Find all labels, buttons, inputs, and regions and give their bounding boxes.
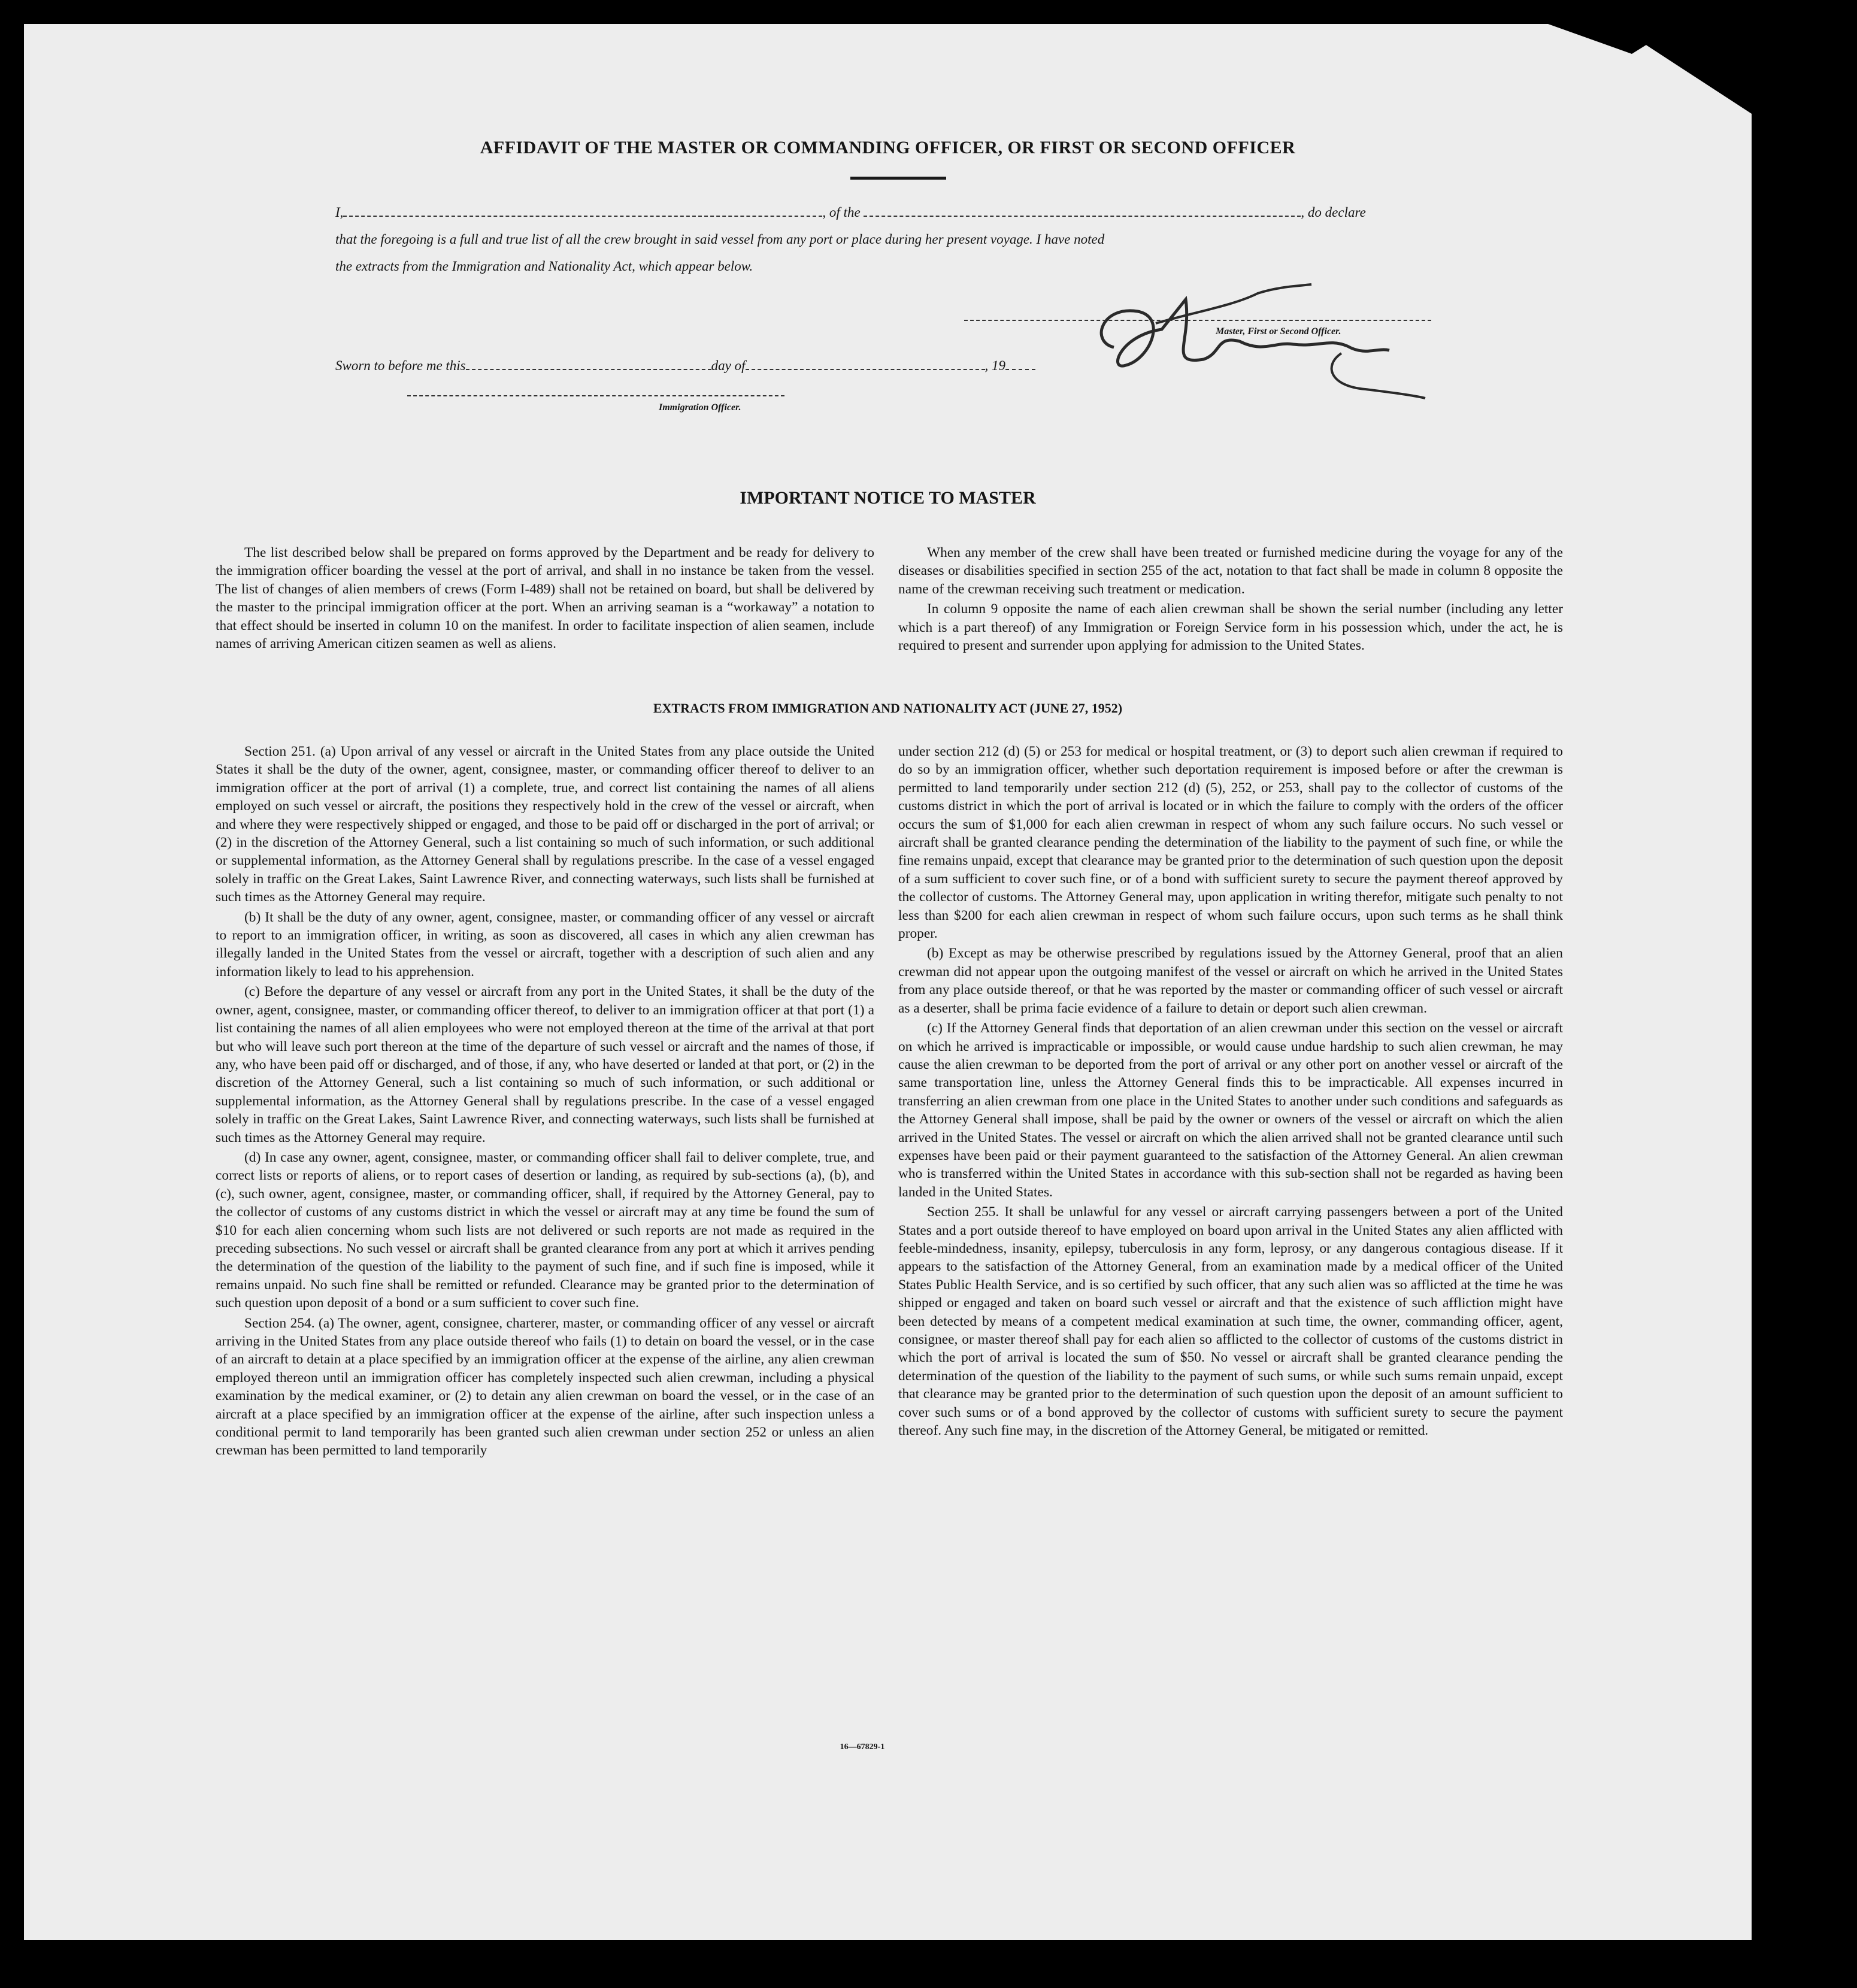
section-254b: (b) Except as may be otherwise prescribed by regulations issued by the Attorney General, proof that an alien crewman did not appear upon the outgoing manifest of the vessel or aircraft on which he arrived in the United States from any place outside thereof, or that he was reported by the master or commanding officer of such vessel or aircraft as a deserter, shall be prima facie evidence of a failure to detain or deport such alien crewman. xyxy=(898,945,1563,1016)
notice-paragraph: When any member of the crew shall have been treated or furnished medicine during the voyage for any of the diseases or disabilities specified in section 255 of the act, notation to that fact shall be made in column 8 opposite the name of the crewman receiving such treatment or medication. xyxy=(898,545,1563,597)
master-signature-line[interactable] xyxy=(964,320,1431,321)
declarant-name-field[interactable] xyxy=(343,206,822,217)
officer-caption: Immigration Officer. xyxy=(659,402,741,413)
section-251c: (c) Before the departure of any vessel or aircraft from any port in the United States, it shall be the duty of the owner, agent, consignee, master, or commanding officer thereof, to deliver to an immigration officer at that port (1) a list containing the names of all alien employees who were not employed thereon at the time of the arrival at that port but who will leave such port thereon at the time of the departure of such vessel or aircraft and the names of those, if any, who have been paid off or discharged, and of those, if any, who have deserted or landed at that port, or (2) in the discretion of the Attorney General, such a list containing so much of such information, or such additional or supplemental information, as the Attorney General shall by regulations prescribe. In the case of a vessel engaged solely in traffic on the Great Lakes, Saint Lawrence River, and connecting waterways, such lists shall be furnished at such times as the Attorney General may require. xyxy=(216,984,874,1145)
extracts-right-column xyxy=(898,743,1563,1441)
section-254c: (c) If the Attorney General finds that deportation of an alien crewman under this section on the vessel or aircraft on which he arrived is impracticable or impossible, or would cause undue hardship to such alien crewman, he may cause the alien crewman to be deported from the port of arrival or any other port on another vessel or aircraft of the same transportation line, unless the Attorney General finds this to be impracticable. All expenses incurred in transferring an alien crewman from one place in the United States to another under such conditions and safeguards as the Attorney General shall impose, shall be paid by the owner or owners of the vessel or aircraft on which the alien arrived in the United States. The vessel or aircraft on which the alien arrived shall not be granted clearance until such expenses have been paid or their payment guaranteed to the satisfaction of the Attorney General. An alien crewman who is transferred within the United States in accordance with this sub-section shall not be regarded as having been landed in the United States. xyxy=(898,1020,1563,1200)
year-prefix: , 19 xyxy=(984,358,1005,373)
section-251a: Section 251. (a) Upon arrival of any vessel or aircraft in the United States from any place outside the United States it shall be the duty of the owner, agent, consignee, master, or commanding officer thereof to deliver to an immigration officer at the port of arrival (1) a complete, true, and correct list containing the names of all aliens employed on such vessel or aircraft, the positions they respectively hold in the crew of the vessel or aircraft, when and where they were respectively shipped or engaged, and those to be paid off or discharged in the port of arrival; or (2) in the discretion of the Attorney General, such a list containing so much of such information, or such additional or supplemental information, as the Attorney General shall by regulations prescribe. In the case of a vessel engaged solely in traffic on the Great Lakes, Saint Lawrence River, and connecting waterways, such lists shall be furnished at such times as the Attorney General may require. xyxy=(216,744,874,905)
sworn-line xyxy=(335,358,1035,374)
notice-right-column xyxy=(898,544,1563,656)
declarant-prefix: I, xyxy=(335,205,344,220)
document-page xyxy=(24,24,1752,1940)
notice-paragraph: The list described below shall be prepared on forms approved by the Department and be ready for delivery to the immigration officer boarding the vessel at the port of arrival, and shall in no instance be taken from the vessel. The list of changes of alien members of crews (Form I-489) shall not be retained on board, but shall be delivered by the master to the principal immigration officer at the port. When an arriving seaman is a “workaway” a notation to that effect should be inserted in column 10 on the manifest. In order to facilitate inspection of alien seamen, include names of arriving American citizen seamen as well as aliens. xyxy=(216,545,874,652)
notice-title: IMPORTANT NOTICE TO MASTER xyxy=(740,488,1036,508)
section-251b: (b) It shall be the duty of any owner, agent, consignee, master, or commanding officer of any vessel or aircraft to report to an immigration officer, in writing, as soon as discovered, all cases in which any alien crewman has illegally landed in the United States from the vessel or aircraft, together with a description of such alien and any information likely to lead to his apprehension. xyxy=(216,909,874,980)
extracts-left-column xyxy=(216,743,874,1462)
section-254a-continued: under section 212 (d) (5) or 253 for medical or hospital treatment, or (3) to deport such alien crewman if required to do so by an immigration officer, whether such deportation requirement is imposed before or after the crewman is permitted to land temporarily under section 212 (d) (5), 252, or 253, shall pay to the collector of customs of the customs district in which the port of arrival is located or in which the failure to comply with the orders of the officer occurs the sum of $1,000 for each alien crewman in respect of whom any such failure occurs. No such vessel or aircraft shall be granted clearance pending the determination of the liability to the payment of such fine, or while the fine remains unpaid, except that clearance may be granted prior to the determination of such question upon the deposit of a sum sufficient to cover such fine, or of a bond with sufficient surety to secure the payment thereof approved by the collector of customs. The Attorney General may, upon application in writing therefor, mitigate such penalty to not less than $200 for each alien crewman in respect of whom such failure occurs, upon such terms as he shall think proper. xyxy=(898,744,1563,942)
sworn-text: Sworn to before me this xyxy=(335,358,466,373)
title-underline xyxy=(850,177,946,180)
form-number: 16—67829-1 xyxy=(840,1742,885,1751)
master-caption: Master, First or Second Officer. xyxy=(1216,326,1341,337)
extracts-heading: EXTRACTS FROM IMMIGRATION AND NATIONALITY ACT (JUNE 27, 1952) xyxy=(653,701,1123,716)
section-254a: Section 254. (a) The owner, agent, consignee, charterer, master, or commanding officer of any vessel or aircraft arriving in the United States from any place outside thereof who fails (1) to detain on board the vessel, or in the case of an aircraft to detain at a place specified by an immigration officer at the expense of the airline, any alien crewman employed thereon until an immigration officer has completely inspected such alien crewman, including a physical examination by the medical examiner, or (2) to detain any alien crewman on board the vessel, or in the case of an aircraft at a place specified by an immigration officer at the expense of the airline, after such inspection unless a conditional permit to land temporarily has been granted such alien crewman under section 252 or unless an alien crewman has been permitted to land temporarily xyxy=(216,1315,874,1459)
declare-text: , do declare xyxy=(1301,205,1366,220)
sworn-month-field[interactable] xyxy=(746,359,985,370)
of-the-text: , of the xyxy=(822,205,861,220)
day-of-text: day of xyxy=(711,358,746,373)
declaration-text-2: that the foregoing is a full and true list of all the crew brought in said vessel from any port or place during her present voyage. I have noted xyxy=(335,232,1105,247)
section-251d: (d) In case any owner, agent, consignee, master, or commanding officer shall fail to deliver complete, true, and correct lists or reports of aliens, or to report cases of desertion or landing, as required by sub-sections (a), (b), and (c), such owner, agent, consignee, master, or commanding officer, shall, if required by the Attorney General, pay to the collector of customs of any customs district in which the vessel or aircraft may at any time be found the sum of $10 for each alien concerning whom such lists are not delivered or such reports are not made as required in the preceding subsections. No such vessel or aircraft shall be granted clearance from any port at which it arrives pending the determination of the question of the liability to the payment of such fine, and if such fine is imposed, while it remains unpaid. No such fine shall be remitted or refunded. Clearance may be granted prior to the determination of such question upon deposit of a bond or a sum sufficient to cover such fine. xyxy=(216,1149,874,1311)
declaration-text-3: the extracts from the Immigration and Nationality Act, which appear below. xyxy=(335,259,753,274)
notice-paragraph: In column 9 opposite the name of each alien crewman shall be shown the serial number (including any letter which is a part thereof) of any Immigration or Foreign Service form in his possession which, under the act, he is required to present and surrender upon applying for admission to the United States. xyxy=(898,601,1563,654)
declaration-line xyxy=(335,205,1366,220)
torn-edge xyxy=(1548,24,1680,54)
handwritten-signature xyxy=(1066,275,1437,407)
affidavit-title: AFFIDAVIT OF THE MASTER OR COMMANDING OFFICER, OR FIRST OR SECOND OFFICER xyxy=(480,138,1296,157)
sworn-day-field[interactable] xyxy=(466,359,711,370)
sworn-year-field[interactable] xyxy=(1005,359,1035,370)
section-255: Section 255. It shall be unlawful for any vessel or aircraft carrying passengers between a port of the United States and a port outside thereof to have employed on board upon arrival in the United States any alien afflicted with feeble-mindedness, insanity, epilepsy, tuberculosis in any form, leprosy, or any dangerous contagious disease. If it appears to the satisfaction of the Attorney General, from an examination made by a medical officer of the United States Public Health Service, and is so certified by such officer, that any such alien was so afflicted at the time he was shipped or engaged and taken on board such vessel or aircraft and that the existence of such affliction might have been detected by means of a competent medical examination at such time, the owner, commanding officer, agent, consignee, or master thereof shall pay for each alien so afflicted to the collector of customs of the customs district in which the port of arrival is located the sum of $50. No vessel or aircraft shall be granted clearance pending the determination of the question of the liability to the payment of such sums, or while such sums remain unpaid, except that clearance may be granted prior to the determination of such question upon the deposit of an amount sufficient to cover such sums or of a bond approved by the collector of customs with sufficient surety to secure the payment thereof. Any such fine may, in the discretion of the Attorney General, be mitigated or remitted. xyxy=(898,1204,1563,1439)
vessel-name-field[interactable] xyxy=(864,206,1301,217)
notice-left-column xyxy=(216,544,874,654)
officer-signature-line[interactable] xyxy=(407,395,784,396)
